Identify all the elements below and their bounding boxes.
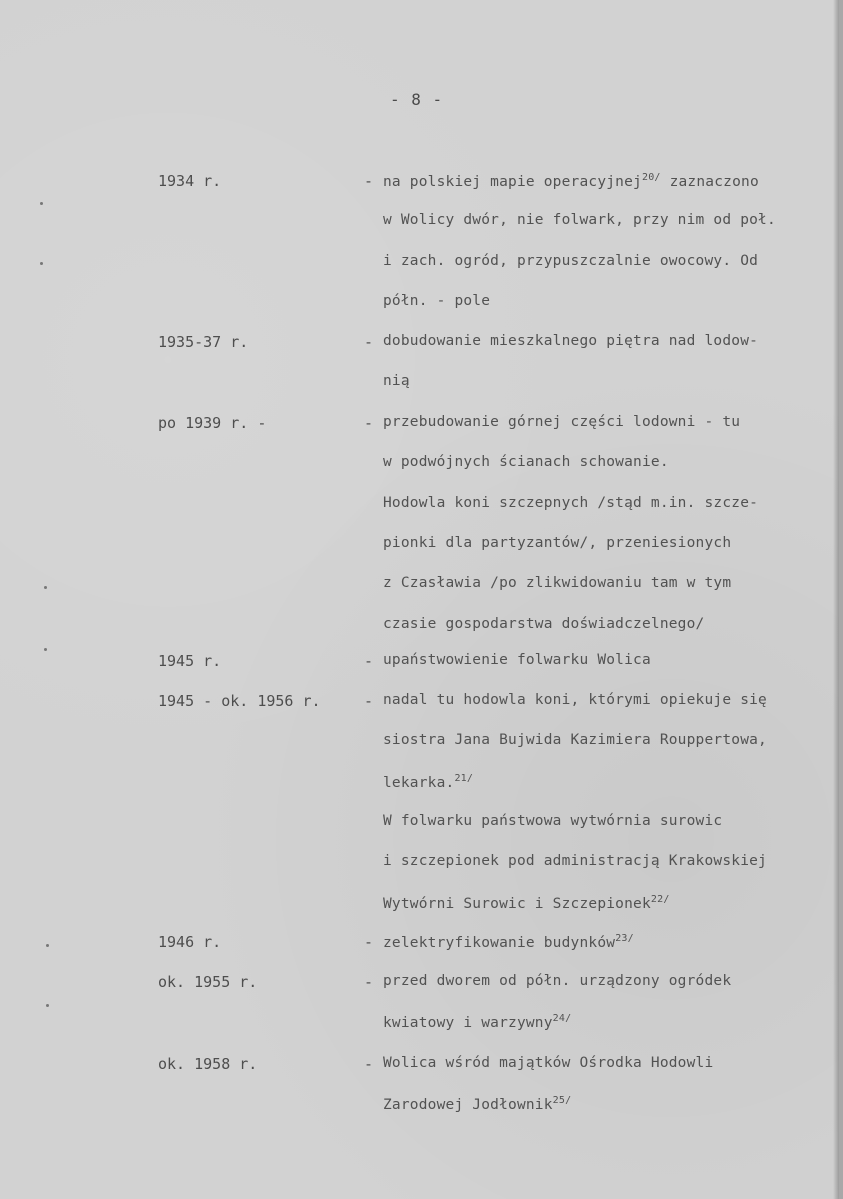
entry-text-line [383, 575, 731, 591]
entry-text-line [383, 732, 767, 748]
entry-text-line [383, 454, 669, 470]
line-text: W folwarku państwowa wytwórnia surowic [383, 812, 723, 829]
margin-dot [40, 202, 43, 205]
line-text: czasie gospodarstwa doświadczelnego/ [383, 615, 705, 632]
line-text: upaństwowienie folwarku Wolica [383, 652, 651, 668]
entry-text-line [383, 495, 758, 511]
line-text: nadal tu hodowla koni, którymi opiekuje się [383, 692, 767, 708]
line-text: pionki dla partyzantów/, przeniesionych [383, 534, 732, 551]
line-text: kwiatowy i warzywny [383, 1015, 553, 1032]
footnote-ref: 20/ [641, 172, 661, 183]
entry-text-line [383, 692, 767, 708]
entry-text-line [383, 813, 722, 829]
line-text: lekarka. [383, 774, 455, 791]
line-text: Wolica wśród majątków Ośrodka Hodowli [383, 1055, 714, 1071]
line-text: Zarodowej Jodłownik [383, 1097, 553, 1114]
entry-text-line [383, 1095, 571, 1113]
entry-date: 1934 r. [158, 172, 222, 190]
line-text: i szczepionek pod administracją Krakowskiej [383, 853, 767, 870]
margin-dot [44, 586, 47, 589]
entry-dash: - [364, 1055, 374, 1073]
page-number: - 8 - [390, 90, 444, 109]
entry-text-line [383, 973, 731, 989]
line-text: w podwójnych ścianach schowanie. [383, 454, 669, 471]
entry-date: 1945 r. [158, 652, 222, 670]
line-text: Wytwórni Surowic i Szczepionek [383, 895, 651, 912]
entry-text-line [383, 1055, 713, 1071]
footnote-ref: 22/ [650, 893, 670, 905]
entry-text-line [383, 616, 704, 632]
line-text-continued: zaznaczono [660, 174, 759, 190]
entry-text-line [383, 414, 740, 430]
line-text: dobudowanie mieszkalnego piętra nad lodow- [383, 333, 759, 349]
entry-dash: - [364, 933, 374, 951]
margin-dot [44, 648, 47, 651]
entry-text-line [383, 253, 758, 269]
line-text: na polskiej mapie operacyjnej [383, 174, 642, 190]
entry-date: 1946 r. [158, 933, 222, 951]
page-edge-shadow [833, 0, 839, 1199]
entry-text-line [383, 1013, 571, 1031]
footnote-ref: 23/ [615, 933, 634, 944]
footnote-ref: 21/ [454, 772, 474, 784]
entry-text-line [383, 535, 731, 551]
entry-date: 1945 - ok. 1956 r. [158, 692, 321, 710]
entry-dash: - [364, 414, 374, 432]
line-text: i zach. ogród, przypuszczalnie owocowy. Od [383, 252, 759, 269]
line-text: Hodowla koni szczepnych /stąd m.in. szcze- [383, 494, 759, 511]
line-text: z Czasławia /po zlikwidowaniu tam w tym [383, 575, 732, 592]
line-text: zelektryfikowanie budynków [383, 935, 616, 951]
entry-date: po 1939 r. - [158, 414, 267, 432]
entry-dash: - [364, 333, 374, 351]
entry-dash: - [364, 652, 374, 670]
entry-text-line [383, 652, 651, 668]
line-text: siostra Jana Bujwida Kazimiera Rouppertowa, [383, 732, 767, 749]
line-text: nią [383, 373, 410, 390]
entry-text-line [383, 933, 634, 951]
entry-text-line [383, 373, 410, 389]
entry-date: ok. 1955 r. [158, 973, 258, 991]
footnote-ref: 25/ [552, 1095, 572, 1107]
entry-dash: - [364, 692, 374, 710]
entry-text-line [383, 853, 767, 869]
entry-date: 1935-37 r. [158, 333, 249, 351]
entry-text-line [383, 333, 758, 349]
margin-dot [46, 1004, 49, 1007]
footnote-ref: 24/ [552, 1013, 572, 1025]
entry-text-line [383, 172, 759, 190]
entry-dash: - [364, 973, 374, 991]
line-text: w Wolicy dwór, nie folwark, przy nim od poł. [383, 212, 776, 229]
entry-date: ok. 1958 r. [158, 1055, 258, 1073]
margin-dot [46, 944, 49, 947]
entry-text-line [383, 293, 490, 309]
line-text: półn. - pole [383, 292, 491, 309]
line-text: przebudowanie górnej części lodowni - tu [383, 414, 741, 430]
entry-text-line [383, 212, 776, 228]
entry-dash: - [364, 172, 374, 190]
margin-dot [40, 262, 43, 265]
line-text: przed dworem od półn. urządzony ogródek [383, 973, 732, 989]
entry-text-line [383, 773, 473, 791]
entry-text-line [383, 894, 670, 912]
